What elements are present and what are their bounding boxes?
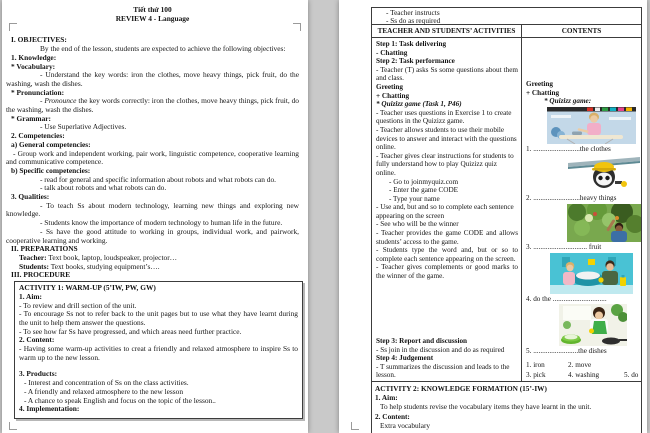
answer-5: 5. do (624, 370, 639, 379)
document-page-right (339, 0, 647, 433)
activity1-aim-2: - To encourage Ss not to refer back to the unit pages but to use what they have learnt during the unit to help them answer the questions. (19, 309, 298, 327)
activity1-content-heading: 2. Content: (19, 335, 55, 345)
activity2-title: ACTIVITY 2: KNOWLEDGE FORMATION (15’-IW) (375, 384, 547, 393)
instruction-step: - Type your name (389, 194, 440, 203)
margin-crop-mark (9, 23, 17, 31)
grammar-heading: * Grammar: (11, 113, 52, 123)
step3-heading: Step 3: Report and discussion (376, 337, 468, 346)
activity1-product-3: - A chance to speak English and focus on the topic of the lesson.. (24, 395, 216, 405)
activity2-aim-heading: 1. Aim: (375, 393, 398, 403)
ironing-the-clothes-photo (547, 107, 641, 144)
teacher-items: Text book, laptop, loudspeaker, projector… (46, 252, 178, 262)
activity1-box (14, 281, 303, 419)
answer-4: 4. washing (568, 370, 600, 379)
competencies-heading: 2. Competencies: (11, 131, 65, 141)
contents-column-header: CONTENTS (561, 27, 602, 35)
margin-crop-mark (351, 422, 359, 430)
contents-item-caption-2: 2. ..........................heavy things (526, 194, 617, 203)
contents-cell (522, 38, 641, 382)
instruction-step: - Enter the game CODE (389, 186, 459, 195)
activity-line: - Students type the word and, but or so to complete each sentence appearing on the screen. (376, 246, 518, 263)
activity1-content-text: - Having some warm-up activities to creat a friendly and relaxed atmosphere to inspire Ss to warm up to the new lesson. (19, 344, 298, 362)
instruction-step: - Go to joinmyquiz.com (389, 177, 459, 186)
answer-key (526, 361, 641, 380)
picking-fruit-photo (567, 204, 641, 242)
answer-3: 3. pick (526, 370, 546, 379)
table-header-row (372, 25, 641, 38)
activity2-content-heading: 2. Content: (375, 411, 410, 421)
contents-greeting: Greeting (526, 80, 554, 88)
contents-item-caption-5: 5. .........................the dishes (526, 347, 607, 356)
activity-line: - Teacher gives complements or good marks to the winner of the game. (376, 263, 518, 281)
pron-word-italic: Pronounce (44, 96, 77, 106)
students-items: Text books, studying equipment’s…. (48, 261, 160, 271)
qualities-text-2: - Students know the importance of modern technology to human life in the future. (40, 218, 283, 228)
pron-dash: - (40, 96, 45, 106)
robot-moving-heavy-things-photo (566, 154, 641, 193)
general-competencies-text: - Group work and independent working, pair work, linguistic competence, cooperative learning and communicative competence. (6, 148, 299, 167)
activity1-products-heading: 3. Products: (19, 369, 58, 379)
qualities-text-3: - Ss have the good attitude to working in groups, individual work, and pairwork, cooperative learning and working. (6, 226, 299, 245)
carryover-cell (372, 8, 641, 25)
activity-line: - Teacher gives clear instructions for students to fully understand how to play Quizizz quiz online. (376, 151, 514, 177)
activity-line: - Teacher allows students to use their mobile devices to answer and interact with the questions online. (376, 125, 517, 152)
margin-crop-mark (9, 422, 17, 430)
contents-chatting: + Chatting (526, 88, 560, 97)
greeting-heading: Greeting (376, 82, 404, 91)
activity2-aim-text: To help students revise the vocabulary items they have learnt in the unit. (380, 402, 592, 412)
activity-line: - T summarizes the discussion and leads to the lesson. (376, 362, 510, 380)
margin-crop-mark (293, 23, 301, 31)
carryover-line-1: - Teacher instructs (386, 8, 440, 17)
students-label: Students: (19, 261, 49, 271)
activity-line: - Teacher uses questions in Exercise 1 to create questions in the Quizizz game. (376, 108, 512, 126)
step4-heading: Step 4: Judgement (376, 354, 434, 363)
teacher-label: Teacher: (19, 252, 47, 262)
chatting-heading: + Chatting (376, 91, 410, 100)
contents-item-caption-3: 3. .............................. fruit (526, 242, 602, 251)
activities-column-header: TEACHER AND STUDENTS’ ACTIVITIES (372, 25, 522, 37)
activity-line: - See who will be the winner (376, 220, 459, 229)
contents-quizizz-title: * Quizizz game: (544, 97, 592, 106)
activities-contents-table (371, 7, 642, 383)
step2-heading: Step 2: Task performance (376, 57, 455, 66)
step1-heading: Step 1: Task delivering (376, 40, 447, 48)
answer-1: 1. iron (526, 360, 545, 369)
objectives-heading: I. OBJECTIVES: (11, 35, 67, 45)
washing-the-dishes-photo (559, 304, 641, 346)
activity2-content-text: Extra vocabulary (380, 420, 431, 430)
activity1-aim-heading: 1. Aim: (19, 291, 42, 301)
activity1-product-2: - A friendly and relaxed atmosphere to the new lesson (24, 386, 184, 396)
activity1-title: ACTIVITY 1: WARM-UP (5’IW, PW, GW) (19, 283, 156, 293)
activity2-box (371, 381, 642, 433)
activity1-implementation-heading: 4. Implementation: (19, 404, 80, 414)
activity-line: - Teacher provides the game CODE and allows students’ access to the game. (376, 229, 518, 246)
activity1-product-1: - Interest and concentration of Ss on the class activities. (24, 378, 189, 388)
answer-2: 2. move (568, 360, 592, 369)
contents-item-caption-4: 4. do the .............................. (526, 294, 607, 303)
vocabulary-text: - Understand the key words: iron the clothes, move heavy things, pick fruit, do the washing, wash the dishes. (6, 70, 299, 88)
qualities-text-1: - To teach Ss about modern technology, learning new things and exploring new knowledge. (6, 200, 299, 219)
pronunciation-text (6, 97, 299, 114)
answer-empty (624, 361, 641, 370)
activities-cell (372, 38, 522, 382)
preparations-heading: II. PREPARATIONS (11, 244, 78, 254)
knowledge-heading: 1. Knowledge: (11, 52, 57, 62)
document-page-left (2, 0, 308, 433)
qualities-heading: 3. Qualities: (11, 192, 50, 202)
activity-line: - Use and, but and so to complete each sentence appearing on the screen (376, 203, 514, 220)
activity1-aim-1: - To review and drill section of the unit. (19, 300, 137, 310)
grammar-text: - Use Superlative Adjectives. (40, 122, 127, 132)
activity-line: - Teacher (T) asks Ss some questions about them and class. (376, 65, 518, 83)
pron-rest: the key words correctly: iron the clothes, move heavy things, pick fruit, do the washing, wash the dishes. (6, 96, 299, 115)
specific-competencies-heading: b) Specific competencies: (11, 165, 91, 175)
contents-item-caption-1: 1. ..........................the clothes (526, 144, 611, 153)
specific-competencies-text-2: - talk about robots and what robots can do. (40, 183, 167, 193)
objectives-intro: By the end of the lesson, students are expected to achieve the following objectives: (40, 44, 286, 54)
vocabulary-heading: * Vocabulary: (11, 61, 56, 71)
carryover-line-2: - Ss do as required (386, 16, 441, 25)
activity-line: - Ss join in the discussion and do as required (376, 345, 505, 354)
left-page-content (2, 0, 308, 419)
pronunciation-heading: * Pronunciation: (11, 87, 65, 97)
doing-the-washing-photo (550, 253, 641, 294)
step1-chatting: - Chatting (376, 48, 408, 57)
lesson-title: REVIEW 4 - Language (115, 13, 190, 23)
lesson-number-title: Tiết thứ 100 (133, 5, 172, 14)
spacer (376, 281, 518, 337)
procedure-heading: III. PROCEDURE (11, 270, 71, 280)
quizizz-game-heading: * Quizizz game (Task 1, P46) (376, 100, 462, 109)
specific-competencies-text-1: - read for general and specific information about robots and what robots can do. (40, 174, 277, 184)
blank-line (19, 362, 298, 370)
table-body-row (372, 38, 641, 382)
activity1-aim-3: - To see how far Ss have progressed, and which areas need further practice. (19, 326, 242, 336)
general-competencies-heading: a) General competencies: (11, 139, 91, 149)
